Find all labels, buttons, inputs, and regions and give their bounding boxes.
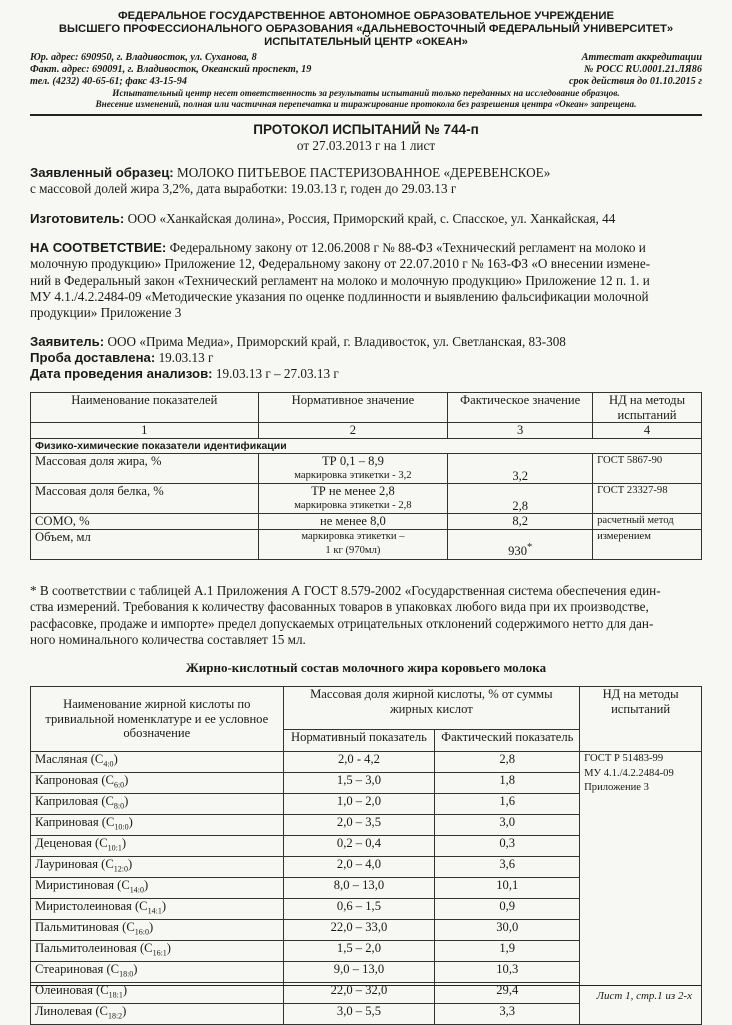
norm-value: 1,5 – 2,0 bbox=[283, 941, 435, 962]
col-header-fact: Фактическое значение bbox=[448, 393, 593, 423]
conformity-line2: молочную продукцию» Приложение 12, Федеральному закону от 22.07.2010 г № 163-ФЗ «О внесении измене- bbox=[30, 256, 651, 272]
method: ГОСТ 23327-98 bbox=[593, 484, 702, 514]
accreditation-title: Аттестат аккредитации bbox=[581, 52, 702, 63]
sample-line1 bbox=[30, 165, 550, 181]
sample-value: МОЛОКО ПИТЬЕВОЕ ПАСТЕРИЗОВАННОЕ «ДЕРЕВЕНСКОЕ» bbox=[177, 165, 551, 180]
label-value: маркировка этикетки - 2,8 bbox=[294, 499, 412, 511]
acid-name: Каприловая $(С_{8:0})$ bbox=[31, 794, 284, 815]
fact-value: 1,8 bbox=[435, 773, 580, 794]
applicant-value: ООО «Прима Медиа», Приморский край, г. Владивосток, ул. Светланская, 83-308 bbox=[107, 334, 566, 349]
method: ГОСТ 5867-90 bbox=[593, 454, 702, 484]
fatty-acid-table-title: Жирно-кислотный состав молочного жира коровьего молока bbox=[185, 660, 547, 675]
acid-name: Пальмитолеиновая $(С_{16:1})$ bbox=[31, 941, 284, 962]
table-header-row bbox=[31, 687, 702, 730]
fact-value: 3,6 bbox=[435, 857, 580, 878]
footnote-line: ства измерений. Требования к количеству фасованных товаров в упаковках любого вида при их производстве, bbox=[30, 599, 649, 615]
norm-value: 2,0 – 4,0 bbox=[283, 857, 435, 878]
fact-value: 0,9 bbox=[435, 899, 580, 920]
norm-value: ТР не менее 2,8 bbox=[311, 484, 395, 498]
delivered-value: 19.03.13 г bbox=[158, 350, 214, 365]
fact-value: 1,6 bbox=[435, 794, 580, 815]
org-name-line1: ФЕДЕРАЛЬНОЕ ГОСУДАРСТВЕННОЕ АВТОНОМНОЕ ОБРАЗОВАТЕЛЬНОЕ УЧРЕЖДЕНИЕ bbox=[118, 10, 614, 22]
norm-value: 8,0 – 13,0 bbox=[283, 878, 435, 899]
acid-name: Лауриновая $(С_{12:0})$ bbox=[31, 857, 284, 878]
header-divider bbox=[30, 114, 702, 116]
method: расчетный метод bbox=[593, 514, 702, 530]
conformity-line4: МУ 4.1./4.2.2484-09 «Методические указания по оценке подлинности и выявлению фальсификации молочной bbox=[30, 288, 649, 304]
fact-value: 2,8 bbox=[435, 752, 580, 773]
norm-value: 1,5 – 3,0 bbox=[283, 773, 435, 794]
org-name-line3: ИСПЫТАТЕЛЬНЫЙ ЦЕНТР «ОКЕАН» bbox=[264, 36, 468, 48]
delivered-label: Проба доставлена: bbox=[30, 350, 156, 365]
acid-name: Капроновая $(С_{6:0})$ bbox=[31, 773, 284, 794]
norm-value: 0,2 – 0,4 bbox=[283, 836, 435, 857]
protocol-title: ПРОТОКОЛ ИСПЫТАНИЙ № 744-п bbox=[253, 122, 479, 137]
footnote-mark: * bbox=[527, 541, 533, 553]
sample-line2: с массовой долей жира 3,2%, дата выработки: 19.03.13 г, годен до 29.03.13 г bbox=[30, 181, 457, 196]
label-value: маркировка этикетки – bbox=[301, 530, 405, 542]
actual-address: Факт. адрес: 690091, г. Владивосток, Океанский проспект, 19 bbox=[30, 64, 312, 75]
conformity-line5: продукции» Приложение 3 bbox=[30, 305, 182, 321]
acid-name: Миристолеиновая $(С_{14:1})$ bbox=[31, 899, 284, 920]
copy-prohibition-note: Внесение изменений, полная или частичная перепечатка и тиражирование протокола без разрешения центра «Океан» запрещена. bbox=[95, 99, 637, 109]
col-header-method: НД на методы испытаний bbox=[580, 687, 702, 752]
footer-divider bbox=[30, 985, 702, 986]
accreditation-number: № РОСС RU.0001.21.ЛЯ86 bbox=[583, 64, 702, 75]
fatty-acid-table bbox=[30, 686, 702, 1025]
acid-name: Деценовая $(С_{10:1})$ bbox=[31, 836, 284, 857]
norm-value: 2,0 - 4,2 bbox=[283, 752, 435, 773]
method-line: МУ 4.1./4.2.2484-09 bbox=[584, 767, 674, 779]
analysis-value: 19.03.13 г – 27.03.13 г bbox=[215, 366, 339, 381]
fact-value: 3,3 bbox=[435, 1004, 580, 1025]
table-row bbox=[31, 529, 702, 559]
norm-value: 0,6 – 1,5 bbox=[283, 899, 435, 920]
conformity-text1: Федеральному закону от 12.06.2008 г № 88-ФЗ «Технический регламент на молоко и bbox=[169, 240, 646, 255]
fact-value: 930 bbox=[508, 544, 527, 558]
norm-cell bbox=[258, 454, 448, 484]
page-number: Лист 1, стр.1 из 2-х bbox=[596, 990, 692, 1002]
fact-value: 1,9 bbox=[435, 941, 580, 962]
applicant bbox=[30, 334, 566, 350]
col-header-norm: Нормативное значение bbox=[258, 393, 448, 423]
acid-name: Масляная $(С_{4:0})$ bbox=[31, 752, 284, 773]
method: измерением bbox=[593, 529, 702, 559]
table-header-row bbox=[31, 393, 702, 423]
acid-name: Миристиновая $(С_{14:0})$ bbox=[31, 878, 284, 899]
method-cell bbox=[580, 752, 702, 1025]
method-line: ГОСТ Р 51483-99 bbox=[584, 753, 664, 764]
norm-cell bbox=[258, 484, 448, 514]
fact-value: 30,0 bbox=[435, 920, 580, 941]
accreditation-validity: срок действия до 01.10.2015 г bbox=[569, 76, 702, 87]
col-number: 4 bbox=[593, 423, 702, 439]
acid-name: Линолевая $(С_{18:2})$ bbox=[31, 1004, 284, 1025]
col-number: 2 bbox=[258, 423, 448, 439]
norm-value: 2,0 – 3,5 bbox=[283, 815, 435, 836]
footnote-line: * В соответствии с таблицей А.1 Приложения А ГОСТ 8.579-2002 «Государственная система обеспечения един- bbox=[30, 583, 661, 598]
column-number-row bbox=[31, 423, 702, 439]
col-header-mass-fraction: Массовая доля жирной кислоты, % от суммы жирных кислот bbox=[283, 687, 580, 730]
conformity-line1 bbox=[30, 240, 710, 256]
org-name-line2: ВЫСШЕГО ПРОФЕССИОНАЛЬНОГО ОБРАЗОВАНИЯ «ДАЛЬНЕВОСТОЧНЫЙ ФЕДЕРАЛЬНЫЙ УНИВЕРСИТЕТ» bbox=[58, 23, 674, 35]
table-row bbox=[31, 752, 702, 773]
acid-name: Каприновая $(С_{10:0})$ bbox=[31, 815, 284, 836]
indicator-name: Массовая доля жира, % bbox=[31, 454, 259, 484]
norm-value: ТР 0,1 – 8,9 bbox=[321, 454, 384, 468]
delivered bbox=[30, 350, 213, 366]
method-line: Приложение 3 bbox=[584, 782, 649, 793]
norm-value: 1 кг (970мл) bbox=[325, 545, 381, 556]
manufacturer-value: ООО «Ханкайская долина», Россия, Приморский край, с. Спасское, ул. Ханкайская, 44 bbox=[127, 211, 616, 226]
conformity-line3: ний в Федеральный закон «Технический регламент на молоко и молочную продукцию» Приложение 12 п. 1. и bbox=[30, 272, 650, 288]
footnote bbox=[30, 583, 710, 648]
table-row bbox=[31, 454, 702, 484]
norm-value: 22,0 – 32,0 bbox=[283, 983, 435, 1004]
responsibility-note: Испытательный центр несет ответственность за результаты испытаний только переданных на исследование образцов. bbox=[112, 88, 620, 98]
protocol-date: от 27.03.2013 г на 1 лист bbox=[296, 138, 436, 153]
analysis-dates bbox=[30, 366, 339, 382]
fact-value: 29,4 bbox=[435, 983, 580, 1004]
norm-value: 3,0 – 5,5 bbox=[283, 1004, 435, 1025]
fact-value: 0,3 bbox=[435, 836, 580, 857]
norm-value: 9,0 – 13,0 bbox=[283, 962, 435, 983]
col-header-acid-name: Наименование жирной кислоты по тривиальной номенклатуре и ее условное обозначение bbox=[31, 687, 284, 752]
table-row bbox=[31, 514, 702, 530]
fact-value: 2,8 bbox=[448, 484, 593, 514]
indicator-name: Объем, мл bbox=[31, 529, 259, 559]
norm-value: 1,0 – 2,0 bbox=[283, 794, 435, 815]
conformity-label: НА СООТВЕТСТВИЕ: bbox=[30, 240, 167, 255]
indicator-name: СОМО, % bbox=[31, 514, 259, 530]
section-row bbox=[31, 438, 702, 454]
applicant-label: Заявитель: bbox=[30, 334, 105, 349]
analysis-label: Дата проведения анализов: bbox=[30, 366, 213, 381]
sample-label: Заявленный образец: bbox=[30, 165, 174, 180]
col-header-norm: Нормативный показатель bbox=[283, 729, 435, 751]
col-header-method: НД на методы испытаний bbox=[593, 393, 702, 423]
manufacturer-label: Изготовитель: bbox=[30, 211, 125, 226]
fact-cell bbox=[448, 529, 593, 559]
label-value: маркировка этикетки - 3,2 bbox=[294, 469, 412, 481]
table-row bbox=[31, 484, 702, 514]
conformity-block bbox=[30, 240, 710, 321]
norm-cell bbox=[258, 529, 448, 559]
acid-name: Стеариновая $(С_{18:0})$ bbox=[31, 962, 284, 983]
fact-value: 3,0 bbox=[435, 815, 580, 836]
norm-value: 22,0 – 33,0 bbox=[283, 920, 435, 941]
legal-address: Юр. адрес: 690950, г. Владивосток, ул. Суханова, 8 bbox=[30, 52, 257, 63]
indicators-table bbox=[30, 392, 702, 560]
col-number: 1 bbox=[31, 423, 259, 439]
acid-name: Пальмитиновая $(С_{16:0})$ bbox=[31, 920, 284, 941]
norm-value: не менее 8,0 bbox=[258, 514, 448, 530]
col-header-fact: Фактический показатель bbox=[435, 729, 580, 751]
section-title: Физико-химические показатели идентификации bbox=[31, 438, 702, 454]
fact-value: 10,3 bbox=[435, 962, 580, 983]
indicator-name: Массовая доля белка, % bbox=[31, 484, 259, 514]
fact-value: 10,1 bbox=[435, 878, 580, 899]
footnote-line: расфасовке, продаже и импорте» предел допускаемых отрицательных отклонений содержимого нетто для дан- bbox=[30, 615, 654, 631]
col-header-name: Наименование показателей bbox=[31, 393, 259, 423]
fact-value: 8,2 bbox=[448, 514, 593, 530]
fact-value: 3,2 bbox=[448, 454, 593, 484]
phone-fax: тел. (4232) 40-65-61; факс 43-15-94 bbox=[30, 76, 187, 87]
manufacturer bbox=[30, 211, 615, 227]
footnote-line: ного номинального количества составляет 15 мл. bbox=[30, 631, 306, 647]
col-number: 3 bbox=[448, 423, 593, 439]
acid-name: Олеиновая $(С_{18:1})$ bbox=[31, 983, 284, 1004]
